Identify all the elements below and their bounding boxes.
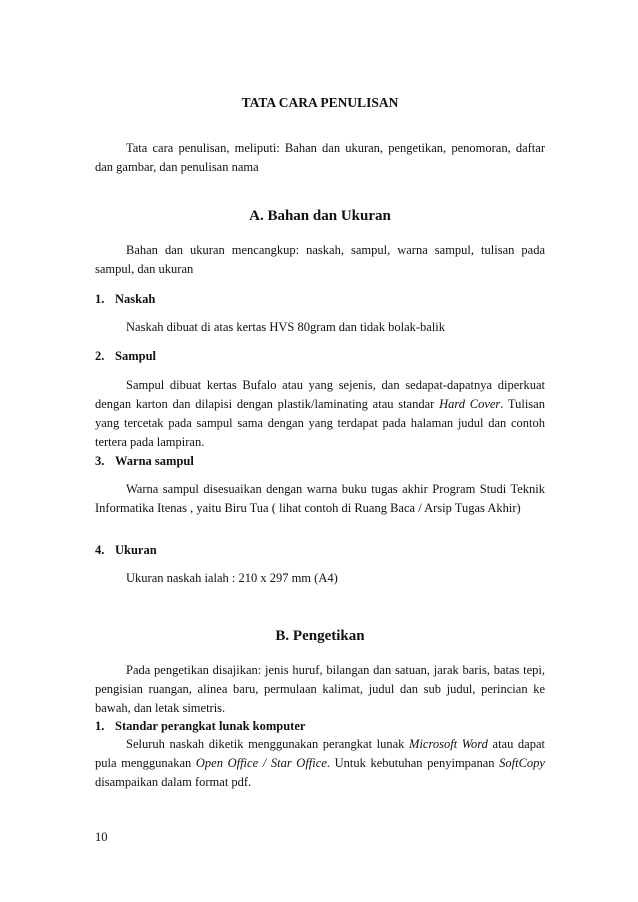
- subheading-number: 3.: [95, 454, 105, 468]
- page-number: 10: [95, 830, 108, 844]
- section-a-intro-text: Bahan dan ukuran mencangkup: naskah, sampul, warna sampul, tulisan pada sampul, dan ukuran: [95, 243, 545, 276]
- text-part: Seluruh naskah diketik menggunakan perangkat lunak: [126, 737, 410, 751]
- subheading-warna-sampul: [95, 452, 194, 471]
- subheading-label: Warna sampul: [115, 454, 194, 468]
- subheading-naskah: [95, 290, 155, 309]
- text-emphasis: SoftCopy: [499, 756, 545, 770]
- subheading-number: 1.: [95, 719, 105, 733]
- sampul-text-part: . Tulisan yang tercetak pada sampul sama dengan yang terdapat pada halaman judul dan contoh tertera pada lampiran.: [95, 397, 545, 449]
- sampul-text-part: Sampul dibuat kertas Bufalo atau yang sejenis, dan sedapat-dapatnya diperkuat dengan karton dan dilapisi dengan plastik/laminating atau standar: [95, 378, 545, 411]
- section-b-intro: [95, 661, 545, 718]
- warna-sampul-paragraph: [95, 480, 545, 518]
- text-part: . Untuk kebutuhan penyimpanan: [326, 756, 500, 770]
- subheading-number: 2.: [95, 349, 105, 363]
- subheading-label: Naskah: [115, 292, 156, 306]
- text-part: disampaikan dalam format pdf.: [95, 775, 252, 789]
- standar-perangkat-paragraph: [95, 735, 545, 792]
- subheading-label: Ukuran: [115, 543, 157, 557]
- subheading-standar-perangkat: [95, 717, 305, 736]
- naskah-text: Naskah dibuat di atas kertas HVS 80gram dan tidak bolak-balik: [126, 320, 446, 334]
- ukuran-text: Ukuran naskah ialah : 210 x 297 mm (A4): [126, 571, 338, 585]
- section-a-intro: [95, 241, 545, 279]
- section-a-title: A. Bahan dan Ukuran: [249, 208, 391, 224]
- subheading-number: 1.: [95, 292, 105, 306]
- warna-sampul-text: Warna sampul disesuaikan dengan warna buku tugas akhir Program Studi Teknik Informatika Itenas , yaitu Biru Tua ( lihat contoh di Ruang Baca / Arsip Tugas Akhir): [95, 482, 545, 515]
- sampul-paragraph: [95, 376, 545, 452]
- subheading-sampul: [95, 347, 156, 366]
- naskah-paragraph: [95, 318, 545, 337]
- intro-paragraph: [95, 139, 545, 177]
- intro-text: Tata cara penulisan, meliputi: Bahan dan ukuran, pengetikan, penomoran, daftar dan gambar, dan penulisan nama: [95, 141, 545, 174]
- subheading-ukuran: [95, 541, 157, 560]
- section-b-title: B. Pengetikan: [275, 628, 365, 644]
- text-emphasis: Open Office / Star Office: [195, 756, 327, 770]
- subheading-number: 4.: [95, 543, 105, 557]
- subheading-label: Sampul: [115, 349, 156, 363]
- sampul-text-emphasis: Hard Cover: [439, 397, 501, 411]
- subheading-label: Standar perangkat lunak komputer: [115, 719, 306, 733]
- page-title: TATA CARA PENULISAN: [241, 95, 399, 110]
- standar-perangkat-text: [95, 735, 545, 792]
- text-part: atau dapat pula menggunakan: [95, 737, 546, 770]
- section-b-intro-text: Pada pengetikan disajikan: jenis huruf, bilangan dan satuan, jarak baris, batas tepi, pengisian ruangan, alinea baru, permulaan kalimat, judul dan sub judul, perincian ke bawah, dan letak simetris.: [95, 663, 545, 715]
- text-emphasis: Microsoft Word: [409, 737, 488, 751]
- ukuran-paragraph: [95, 569, 545, 588]
- sampul-text: [95, 376, 545, 452]
